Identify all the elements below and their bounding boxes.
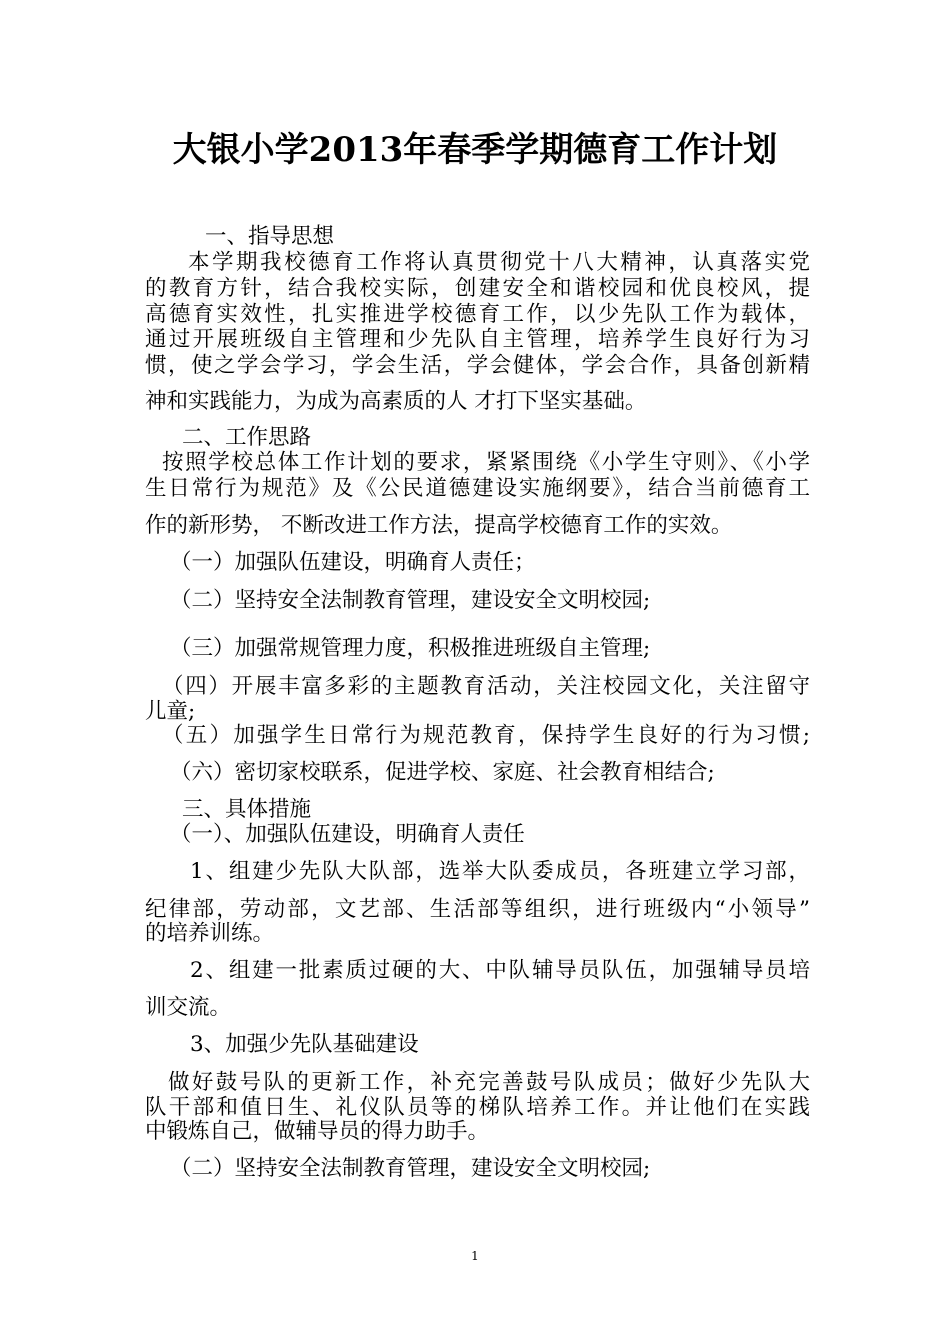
paragraph-line: 本学期我校德育工作将认真贯彻党十八大精神，认真落实党 [188, 250, 810, 275]
paragraph-line: 通过开展班级自主管理和少先队自主管理，培养学生良好行为习 [145, 327, 810, 352]
paragraph-line: 的培养训练。 [145, 921, 275, 946]
list-item: （二）坚持安全法制教育管理，建设安全文明校园; [170, 588, 651, 613]
list-item: （一）加强队伍建设，明确育人责任； [170, 550, 536, 575]
heading-work-approach: 二、工作思路 [182, 425, 312, 450]
paragraph-line: 做好鼓号队的更新工作，补充完善鼓号队成员；做好少先队大 [168, 1070, 810, 1095]
list-item: （三）加强常规管理力度，积极推进班级自主管理; [170, 636, 651, 661]
paragraph-line: 训交流。 [145, 995, 232, 1020]
paragraph-line: 纪律部，劳动部，文艺部、生活部等组织，进行班级内“小领导” [145, 897, 810, 922]
paragraph-line: 3、加强少先队基础建设 [190, 1032, 419, 1057]
document-title: 大银小学2013年春季学期德育工作计划 [172, 130, 778, 170]
page-number: 1 [471, 1249, 479, 1263]
paragraph-line: 神和实践能力，为成为高素质的人 才打下坚实基础。 [145, 389, 647, 414]
paragraph-line: 1、组建少先队大队部，选举大队委成员，各班建立学习部， [190, 859, 810, 884]
list-item: （六）密切家校联系，促进学校、家庭、社会教育相结合; [170, 760, 715, 785]
paragraph-line: 生日常行为规范》及《公民道德建设实施纲要》，结合当前德育工 [145, 476, 810, 501]
heading-guiding-ideology: 一、指导思想 [205, 224, 335, 249]
paragraph-line: 队干部和值日生、礼仪队员等的梯队培养工作。并让他们在实践 [145, 1095, 810, 1120]
list-item: （四）开展丰富多彩的主题教育活动，关注校园文化，关注留守 [162, 674, 810, 699]
paragraph-line: 惯，使之学会学习，学会生活，学会健体，学会合作，具备创新精 [145, 353, 810, 378]
subheading: （一）、加强队伍建设，明确育人责任 [170, 822, 525, 847]
list-item-continuation: 儿童; [145, 699, 196, 724]
paragraph-line: 高德育实效性，扎实推进学校德育工作，以少先队工作为载体， [145, 302, 810, 327]
paragraph-line: 的教育方针，结合我校实际，创建安全和谐校园和优良校风，提 [145, 276, 810, 301]
paragraph-line: 作的新形势， 不断改进工作方法，提高学校德育工作的实效。 [145, 513, 733, 538]
paragraph-line: 2、组建一批素质过硬的大、中队辅导员队伍，加强辅导员培 [190, 958, 810, 983]
subheading: （二）坚持安全法制教育管理，建设安全文明校园; [170, 1156, 651, 1181]
list-item: （五）加强学生日常行为规范教育，保持学生良好的行为习惯; [162, 723, 810, 748]
heading-specific-measures: 三、具体措施 [182, 797, 312, 822]
paragraph-line: 中锻炼自己，做辅导员的得力助手。 [145, 1119, 490, 1144]
paragraph-line: 按照学校总体工作计划的要求，紧紧围绕《小学生守则》、《小学 [162, 450, 810, 475]
